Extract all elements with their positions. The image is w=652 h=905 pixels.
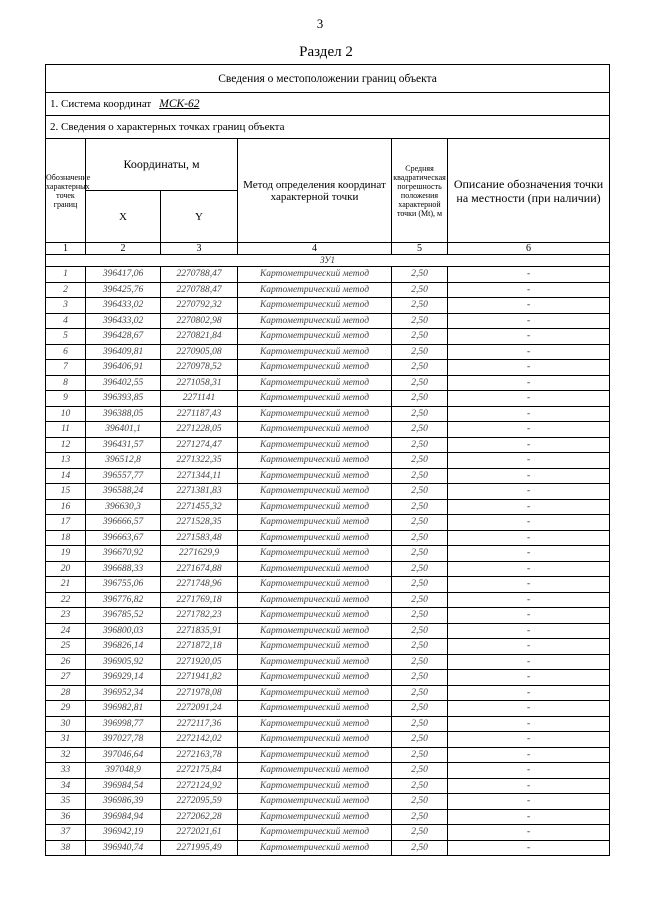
- coordinate-system-row: [46, 93, 610, 116]
- coord-x: 396940,74: [86, 840, 161, 856]
- table-row: [46, 654, 610, 670]
- error-value: 2,50: [392, 701, 448, 717]
- coord-x: 396986,39: [86, 794, 161, 810]
- coord-x: 396630,3: [86, 499, 161, 515]
- coord-y: 2272117,36: [161, 716, 238, 732]
- method: Картометрический метод: [238, 701, 392, 717]
- header-point-designation: Обозначение характерных точек границ: [46, 139, 86, 243]
- method: Картометрический метод: [238, 391, 392, 407]
- table-row: [46, 406, 610, 422]
- error-value: 2,50: [392, 499, 448, 515]
- error-value: 2,50: [392, 391, 448, 407]
- point-number: 20: [46, 561, 86, 577]
- description: -: [448, 546, 610, 562]
- method: Картометрический метод: [238, 515, 392, 531]
- coordinate-system-value: МСК-62: [159, 98, 200, 110]
- table-row: [46, 701, 610, 717]
- method: Картометрический метод: [238, 484, 392, 500]
- header-x: X: [86, 191, 161, 243]
- description: -: [448, 592, 610, 608]
- section-title: Раздел 2: [299, 44, 353, 60]
- point-number: 21: [46, 577, 86, 593]
- error-value: 2,50: [392, 468, 448, 484]
- table-row: [46, 515, 610, 531]
- coord-y: 2271835,91: [161, 623, 238, 639]
- table-row: [46, 468, 610, 484]
- coord-y: 2272163,78: [161, 747, 238, 763]
- table-row: [46, 763, 610, 779]
- method: Картометрический метод: [238, 577, 392, 593]
- point-number: 26: [46, 654, 86, 670]
- point-number: 13: [46, 453, 86, 469]
- method: Картометрический метод: [238, 422, 392, 438]
- method: Картометрический метод: [238, 716, 392, 732]
- point-number: 7: [46, 360, 86, 376]
- zone-label: ЗУ1: [46, 255, 610, 267]
- coord-y: 2270821,84: [161, 329, 238, 345]
- point-number: 4: [46, 313, 86, 329]
- error-value: 2,50: [392, 484, 448, 500]
- coord-x: 396905,92: [86, 654, 161, 670]
- method: Картометрический метод: [238, 840, 392, 856]
- description: -: [448, 313, 610, 329]
- coord-y: 2271782,23: [161, 608, 238, 624]
- description: -: [448, 453, 610, 469]
- column-number: 3: [161, 243, 238, 255]
- point-number: 5: [46, 329, 86, 345]
- coordinate-system-label: 1. Система координат: [50, 98, 152, 110]
- method: Картометрический метод: [238, 670, 392, 686]
- method: Картометрический метод: [238, 375, 392, 391]
- method: Картометрический метод: [238, 763, 392, 779]
- method: Картометрический метод: [238, 298, 392, 314]
- coord-x: 397048,9: [86, 763, 161, 779]
- coord-y: 2271583,48: [161, 530, 238, 546]
- point-number: 22: [46, 592, 86, 608]
- point-number: 8: [46, 375, 86, 391]
- description: -: [448, 747, 610, 763]
- method: Картометрический метод: [238, 267, 392, 283]
- column-number: 2: [86, 243, 161, 255]
- method: Картометрический метод: [238, 360, 392, 376]
- description: -: [448, 840, 610, 856]
- boundary-points-table: [45, 64, 610, 856]
- coord-x: 396402,55: [86, 375, 161, 391]
- coord-y: 2271058,31: [161, 375, 238, 391]
- point-number: 28: [46, 685, 86, 701]
- coord-x: 397046,64: [86, 747, 161, 763]
- table-row: [46, 375, 610, 391]
- coord-x: 396425,76: [86, 282, 161, 298]
- coord-x: 396998,77: [86, 716, 161, 732]
- table-row: [46, 437, 610, 453]
- coord-y: 2271381,83: [161, 484, 238, 500]
- table-row: [46, 809, 610, 825]
- method: Картометрический метод: [238, 499, 392, 515]
- description: -: [448, 561, 610, 577]
- description: -: [448, 623, 610, 639]
- page-number: 3: [316, 16, 324, 31]
- coord-x: 396388,05: [86, 406, 161, 422]
- error-value: 2,50: [392, 794, 448, 810]
- coord-y: 2270802,98: [161, 313, 238, 329]
- column-number: 4: [238, 243, 392, 255]
- table-row: [46, 608, 610, 624]
- column-number: 1: [46, 243, 86, 255]
- coord-x: 396785,52: [86, 608, 161, 624]
- description: -: [448, 344, 610, 360]
- point-number: 24: [46, 623, 86, 639]
- table-row: [46, 747, 610, 763]
- error-value: 2,50: [392, 623, 448, 639]
- coord-x: 396952,34: [86, 685, 161, 701]
- description: -: [448, 654, 610, 670]
- method: Картометрический метод: [238, 778, 392, 794]
- point-number: 29: [46, 701, 86, 717]
- coord-x: 396406,91: [86, 360, 161, 376]
- description: -: [448, 732, 610, 748]
- table-title: Сведения о местоположении границ объекта: [46, 65, 610, 93]
- table-row: [46, 546, 610, 562]
- point-number: 14: [46, 468, 86, 484]
- coord-x: 396670,92: [86, 546, 161, 562]
- coord-y: 2271455,32: [161, 499, 238, 515]
- description: -: [448, 499, 610, 515]
- table-row: [46, 670, 610, 686]
- point-number: 6: [46, 344, 86, 360]
- point-number: 1: [46, 267, 86, 283]
- table-row: [46, 840, 610, 856]
- coord-y: 2271629,9: [161, 546, 238, 562]
- point-number: 37: [46, 825, 86, 841]
- method: Картометрический метод: [238, 654, 392, 670]
- coord-x: 396433,02: [86, 313, 161, 329]
- description: -: [448, 763, 610, 779]
- coord-y: 2270978,52: [161, 360, 238, 376]
- coord-y: 2271274,47: [161, 437, 238, 453]
- description: -: [448, 329, 610, 345]
- coord-x: 396800,03: [86, 623, 161, 639]
- header-method: Метод определения координат характерной точки: [238, 139, 392, 243]
- coord-y: 2272095,59: [161, 794, 238, 810]
- error-value: 2,50: [392, 313, 448, 329]
- coord-y: 2271674,88: [161, 561, 238, 577]
- table-row: [46, 484, 610, 500]
- method: Картометрический метод: [238, 406, 392, 422]
- table-row: [46, 298, 610, 314]
- error-value: 2,50: [392, 763, 448, 779]
- coord-x: 396688,33: [86, 561, 161, 577]
- method: Картометрический метод: [238, 809, 392, 825]
- error-value: 2,50: [392, 608, 448, 624]
- error-value: 2,50: [392, 778, 448, 794]
- error-value: 2,50: [392, 716, 448, 732]
- method: Картометрический метод: [238, 794, 392, 810]
- error-value: 2,50: [392, 453, 448, 469]
- method: Картометрический метод: [238, 546, 392, 562]
- coord-y: 2272175,84: [161, 763, 238, 779]
- point-number: 18: [46, 530, 86, 546]
- description: -: [448, 515, 610, 531]
- point-number: 27: [46, 670, 86, 686]
- error-value: 2,50: [392, 654, 448, 670]
- method: Картометрический метод: [238, 747, 392, 763]
- method: Картометрический метод: [238, 329, 392, 345]
- error-value: 2,50: [392, 546, 448, 562]
- coord-x: 396982,81: [86, 701, 161, 717]
- table-row: [46, 422, 610, 438]
- description: -: [448, 794, 610, 810]
- table-row: [46, 344, 610, 360]
- method: Картометрический метод: [238, 685, 392, 701]
- coord-x: 396929,14: [86, 670, 161, 686]
- coord-y: 2271995,49: [161, 840, 238, 856]
- coord-x: 396433,02: [86, 298, 161, 314]
- table-row: [46, 282, 610, 298]
- description: -: [448, 577, 610, 593]
- method: Картометрический метод: [238, 453, 392, 469]
- method: Картометрический метод: [238, 592, 392, 608]
- coord-x: 396666,57: [86, 515, 161, 531]
- error-value: 2,50: [392, 282, 448, 298]
- coord-y: 2271769,18: [161, 592, 238, 608]
- header-coordinates: Координаты, м: [86, 139, 238, 191]
- error-value: 2,50: [392, 639, 448, 655]
- coord-y: 2270788,47: [161, 267, 238, 283]
- coord-x: 396417,06: [86, 267, 161, 283]
- header-error: Средняя квадратическая погрешность положения характерной точки (Mt), м: [392, 139, 448, 243]
- coord-x: 396393,85: [86, 391, 161, 407]
- error-value: 2,50: [392, 577, 448, 593]
- error-value: 2,50: [392, 298, 448, 314]
- description: -: [448, 484, 610, 500]
- point-number: 32: [46, 747, 86, 763]
- coord-y: 2271322,35: [161, 453, 238, 469]
- table-row: [46, 825, 610, 841]
- error-value: 2,50: [392, 329, 448, 345]
- description: -: [448, 282, 610, 298]
- table-row: [46, 592, 610, 608]
- point-number: 15: [46, 484, 86, 500]
- method: Картометрический метод: [238, 344, 392, 360]
- coord-x: 396557,77: [86, 468, 161, 484]
- coord-x: 396409,81: [86, 344, 161, 360]
- coord-y: 2271941,82: [161, 670, 238, 686]
- column-number: 5: [392, 243, 448, 255]
- description: -: [448, 701, 610, 717]
- table-row: [46, 360, 610, 376]
- coord-y: 2272062,28: [161, 809, 238, 825]
- table-row: [46, 391, 610, 407]
- coord-y: 2270905,08: [161, 344, 238, 360]
- error-value: 2,50: [392, 406, 448, 422]
- point-number: 31: [46, 732, 86, 748]
- coord-x: 396401,1: [86, 422, 161, 438]
- error-value: 2,50: [392, 530, 448, 546]
- coord-x: 396755,06: [86, 577, 161, 593]
- method: Картометрический метод: [238, 530, 392, 546]
- error-value: 2,50: [392, 825, 448, 841]
- point-number: 10: [46, 406, 86, 422]
- point-number: 11: [46, 422, 86, 438]
- coord-x: 396984,94: [86, 809, 161, 825]
- table-row: [46, 267, 610, 283]
- coord-x: 396428,67: [86, 329, 161, 345]
- table-row: [46, 499, 610, 515]
- description: -: [448, 422, 610, 438]
- coord-y: 2272142,02: [161, 732, 238, 748]
- description: -: [448, 437, 610, 453]
- column-number: 6: [448, 243, 610, 255]
- description: -: [448, 825, 610, 841]
- coord-x: 396588,24: [86, 484, 161, 500]
- coord-y: 2271344,11: [161, 468, 238, 484]
- error-value: 2,50: [392, 732, 448, 748]
- points-section-label: 2. Сведения о характерных точках границ объекта: [46, 116, 610, 139]
- error-value: 2,50: [392, 561, 448, 577]
- description: -: [448, 298, 610, 314]
- coord-y: 2272021,61: [161, 825, 238, 841]
- method: Картометрический метод: [238, 608, 392, 624]
- coord-y: 2272091,24: [161, 701, 238, 717]
- coord-x: 396942,19: [86, 825, 161, 841]
- error-value: 2,50: [392, 685, 448, 701]
- method: Картометрический метод: [238, 639, 392, 655]
- table-row: [46, 329, 610, 345]
- table-row: [46, 453, 610, 469]
- table-row: [46, 639, 610, 655]
- error-value: 2,50: [392, 375, 448, 391]
- point-number: 23: [46, 608, 86, 624]
- coord-y: 2271748,96: [161, 577, 238, 593]
- coord-y: 2271228,05: [161, 422, 238, 438]
- error-value: 2,50: [392, 809, 448, 825]
- table-row: [46, 561, 610, 577]
- description: -: [448, 360, 610, 376]
- header-description: Описание обозначения точки на местности (при наличии): [448, 139, 610, 243]
- coord-y: 2270788,47: [161, 282, 238, 298]
- point-number: 38: [46, 840, 86, 856]
- point-number: 9: [46, 391, 86, 407]
- error-value: 2,50: [392, 515, 448, 531]
- coord-x: 396431,57: [86, 437, 161, 453]
- description: -: [448, 468, 610, 484]
- point-number: 25: [46, 639, 86, 655]
- table-row: [46, 313, 610, 329]
- coord-y: 2271141: [161, 391, 238, 407]
- error-value: 2,50: [392, 437, 448, 453]
- coord-x: 396776,82: [86, 592, 161, 608]
- table-row: [46, 530, 610, 546]
- point-number: 30: [46, 716, 86, 732]
- error-value: 2,50: [392, 360, 448, 376]
- error-value: 2,50: [392, 267, 448, 283]
- point-number: 2: [46, 282, 86, 298]
- point-number: 34: [46, 778, 86, 794]
- description: -: [448, 670, 610, 686]
- description: -: [448, 406, 610, 422]
- description: -: [448, 530, 610, 546]
- point-number: 33: [46, 763, 86, 779]
- description: -: [448, 716, 610, 732]
- point-number: 17: [46, 515, 86, 531]
- table-row: [46, 778, 610, 794]
- error-value: 2,50: [392, 670, 448, 686]
- method: Картометрический метод: [238, 561, 392, 577]
- point-number: 19: [46, 546, 86, 562]
- error-value: 2,50: [392, 422, 448, 438]
- coord-y: 2270792,32: [161, 298, 238, 314]
- description: -: [448, 778, 610, 794]
- coord-y: 2271978,08: [161, 685, 238, 701]
- point-number: 35: [46, 794, 86, 810]
- method: Картометрический метод: [238, 732, 392, 748]
- coord-y: 2272124,92: [161, 778, 238, 794]
- method: Картометрический метод: [238, 623, 392, 639]
- table-row: [46, 732, 610, 748]
- table-row: [46, 685, 610, 701]
- header-y: Y: [161, 191, 238, 243]
- error-value: 2,50: [392, 344, 448, 360]
- coord-x: 396984,54: [86, 778, 161, 794]
- description: -: [448, 608, 610, 624]
- table-row: [46, 623, 610, 639]
- coord-y: 2271528,35: [161, 515, 238, 531]
- description: -: [448, 391, 610, 407]
- coord-x: 397027,78: [86, 732, 161, 748]
- method: Картометрический метод: [238, 313, 392, 329]
- coord-y: 2271872,18: [161, 639, 238, 655]
- error-value: 2,50: [392, 747, 448, 763]
- point-number: 16: [46, 499, 86, 515]
- coord-x: 396826,14: [86, 639, 161, 655]
- table-row: [46, 794, 610, 810]
- description: -: [448, 809, 610, 825]
- error-value: 2,50: [392, 592, 448, 608]
- coord-y: 2271187,43: [161, 406, 238, 422]
- coord-y: 2271920,05: [161, 654, 238, 670]
- method: Картометрический метод: [238, 825, 392, 841]
- description: -: [448, 639, 610, 655]
- method: Картометрический метод: [238, 468, 392, 484]
- table-row: [46, 577, 610, 593]
- table-row: [46, 716, 610, 732]
- method: Картометрический метод: [238, 437, 392, 453]
- description: -: [448, 267, 610, 283]
- description: -: [448, 685, 610, 701]
- error-value: 2,50: [392, 840, 448, 856]
- point-number: 12: [46, 437, 86, 453]
- coord-x: 396663,67: [86, 530, 161, 546]
- coord-x: 396512,8: [86, 453, 161, 469]
- point-number: 36: [46, 809, 86, 825]
- method: Картометрический метод: [238, 282, 392, 298]
- description: -: [448, 375, 610, 391]
- point-number: 3: [46, 298, 86, 314]
